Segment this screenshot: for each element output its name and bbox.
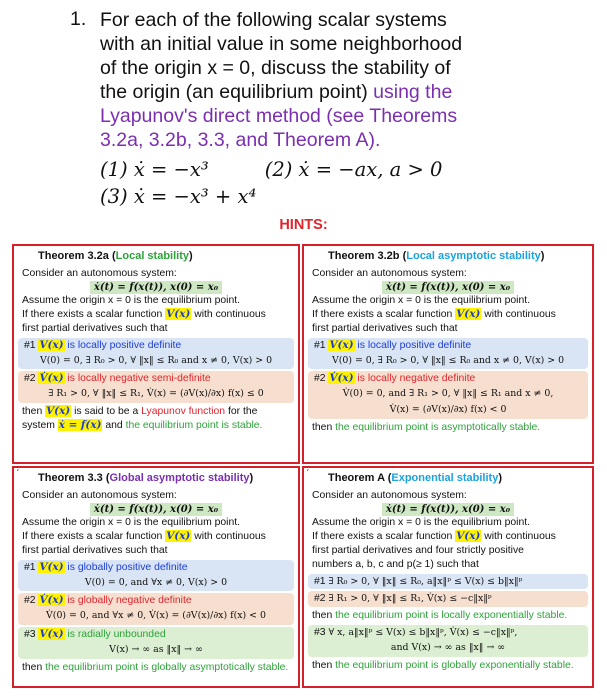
exists-text: If there exists a scalar function V(x) with continuous: [312, 530, 556, 543]
equation-2: (2) ẋ = −ax, a > 0: [264, 158, 443, 181]
conclusion: then the equilibrium point is asymptotically stable.: [312, 421, 541, 433]
problem-number: 1.: [70, 8, 87, 30]
partials-text: first partial derivatives such that: [22, 544, 168, 556]
problem-statement: [70, 8, 600, 210]
theorem-title: Theorem 3.3 (Global asymptotic stability): [38, 472, 254, 484]
theorem-3-2b-box: [302, 244, 594, 464]
system-equation: ẋ(t) = f(x(t)), x(0) = x₀: [312, 281, 584, 295]
theorem-3-3-box: [12, 466, 300, 688]
problem-line-2: with an initial value in some neighborhood: [100, 33, 463, 55]
condition-1: #1 ∃ R₀ > 0, ∀ ‖x‖ ≤ R₀, a‖x‖ᵖ ≤ V(x) ≤ b‖x‖ᵖ: [308, 574, 588, 590]
problem-line-4: [100, 80, 600, 104]
assume-text: Assume the origin x = 0 is the equilibrium point.: [22, 295, 241, 307]
consider-text: Consider an autonomous system:: [22, 489, 177, 501]
exists-text: If there exists a scalar function V(x) with continuous: [22, 308, 266, 321]
problem-equations: [100, 156, 600, 210]
condition-3: #3 ∀ x, a‖x‖ᵖ ≤ V(x) ≤ b‖x‖ᵖ, V̇(x) ≤ −c‖x‖ᵖ, and V(x) → ∞ as ‖x‖ → ∞: [308, 625, 588, 657]
problem-line-4-text: the origin (an equilibrium point): [100, 81, 368, 103]
equation-row-2: [100, 183, 600, 210]
assume-text: Assume the origin x = 0 is the equilibrium point.: [312, 295, 531, 307]
hints-label: HINTS:: [279, 217, 328, 233]
condition-2: #2 V̇(x) is locally negative definite V̇(0) = 0, and ∃ R₁ > 0, ∀ ‖x‖ ≤ R₁ and x ≠ 0, V̇(x) = (∂V(x)/∂x) f(x) < 0: [308, 371, 588, 418]
condition-2: #2 ∃ R₁ > 0, ∀ ‖x‖ ≤ R₁, V̇(x) ≤ −c‖x‖ᵖ: [308, 591, 588, 607]
system-equation: ẋ(t) = f(x(t)), x(0) = x₀: [22, 503, 290, 517]
assume-text: Assume the origin x = 0 is the equilibrium point.: [22, 517, 241, 529]
theorem-a-box: [302, 466, 594, 688]
condition-1: #1 V(x) is locally positive definite V(0) = 0, ∃ R₀ > 0, ∀ ‖x‖ ≤ R₀ and x ≠ 0, V(x) > 0: [308, 338, 588, 370]
theorem-3-2a-box: [12, 244, 300, 464]
problem-purple-2: Lyapunov's direct method (see Theorems: [100, 105, 458, 127]
assume-text: Assume the origin x = 0 is the equilibrium point.: [312, 517, 531, 529]
conclusion: then the equilibrium point is globally asymptotically stable.: [22, 661, 289, 673]
theorem-title: Theorem 3.2b (Local asymptotic stability): [328, 250, 545, 262]
consider-text: Consider an autonomous system:: [22, 267, 177, 279]
system-equation: ẋ(t) = f(x(t)), x(0) = x₀: [22, 281, 290, 295]
problem-line-1: For each of the following scalar systems: [100, 9, 447, 31]
conclusion-global: then the equilibrium point is globally exponentially stable.: [312, 659, 574, 671]
equation-1: (1) ẋ = −x³: [100, 158, 209, 181]
problem-purple-3: 3.2a, 3.2b, 3.3, and Theorem A).: [100, 129, 381, 151]
exists-text: If there exists a scalar function V(x) with continuous: [312, 308, 556, 321]
condition-1: #1 V(x) is locally positive definite V(0) = 0, ∃ R₀ > 0, ∀ ‖x‖ ≤ R₀ and x ≠ 0, V(x) > 0: [18, 338, 294, 370]
conclusion-local: then the equilibrium point is locally exponentially stable.: [312, 610, 568, 622]
condition-2: #2 V̇(x) is globally negative definite V̇(0) = 0, and ∀x ≠ 0, V̇(x) = (∂V(x)/∂x) f(x) < 0: [18, 593, 294, 625]
system-equation: ẋ(t) = f(x(t)), x(0) = x₀: [312, 503, 584, 517]
conclusion: then V(x) is said to be a Lyapunov function for the system ẋ = f(x) and the equilibrium point is stable.: [22, 404, 263, 431]
tick-mark: ˊ: [306, 469, 310, 480]
tick-mark: ˊ: [16, 469, 20, 480]
condition-3: #3 V(x) is radially unbounded V(x) → ∞ as ‖x‖ → ∞: [18, 627, 294, 659]
consider-text: Consider an autonomous system:: [312, 267, 467, 279]
exists-text: If there exists a scalar function V(x) with continuous: [22, 530, 266, 543]
theorem-title: Theorem A (Exponential stability): [328, 472, 502, 484]
equation-3: (3) ẋ = −x³ + x⁴: [100, 185, 257, 208]
problem-purple-1: using the: [367, 81, 453, 103]
equation-row-1: [100, 156, 600, 183]
partials-text: first partial derivatives and four strictly positive: [312, 544, 524, 556]
condition-2: #2 V̇(x) is locally negative semi-definite ∃ R₁ > 0, ∀ ‖x‖ ≤ R₁, V̇(x) = (∂V(x)/∂x) f(x) ≤ 0: [18, 371, 294, 403]
partials-text: first partial derivatives such that: [22, 322, 168, 334]
partials-text: first partial derivatives such that: [312, 322, 458, 334]
condition-1: #1 V(x) is globally positive definite V(0) = 0, and ∀x ≠ 0, V(x) > 0: [18, 560, 294, 592]
theorem-title: Theorem 3.2a (Local stability): [38, 250, 193, 262]
consider-text: Consider an autonomous system:: [312, 489, 467, 501]
problem-text: [100, 8, 600, 152]
problem-line-3: of the origin x = 0, discuss the stability of: [100, 57, 451, 79]
numbers-text: numbers a, b, c and p(≥ 1) such that: [312, 558, 479, 570]
